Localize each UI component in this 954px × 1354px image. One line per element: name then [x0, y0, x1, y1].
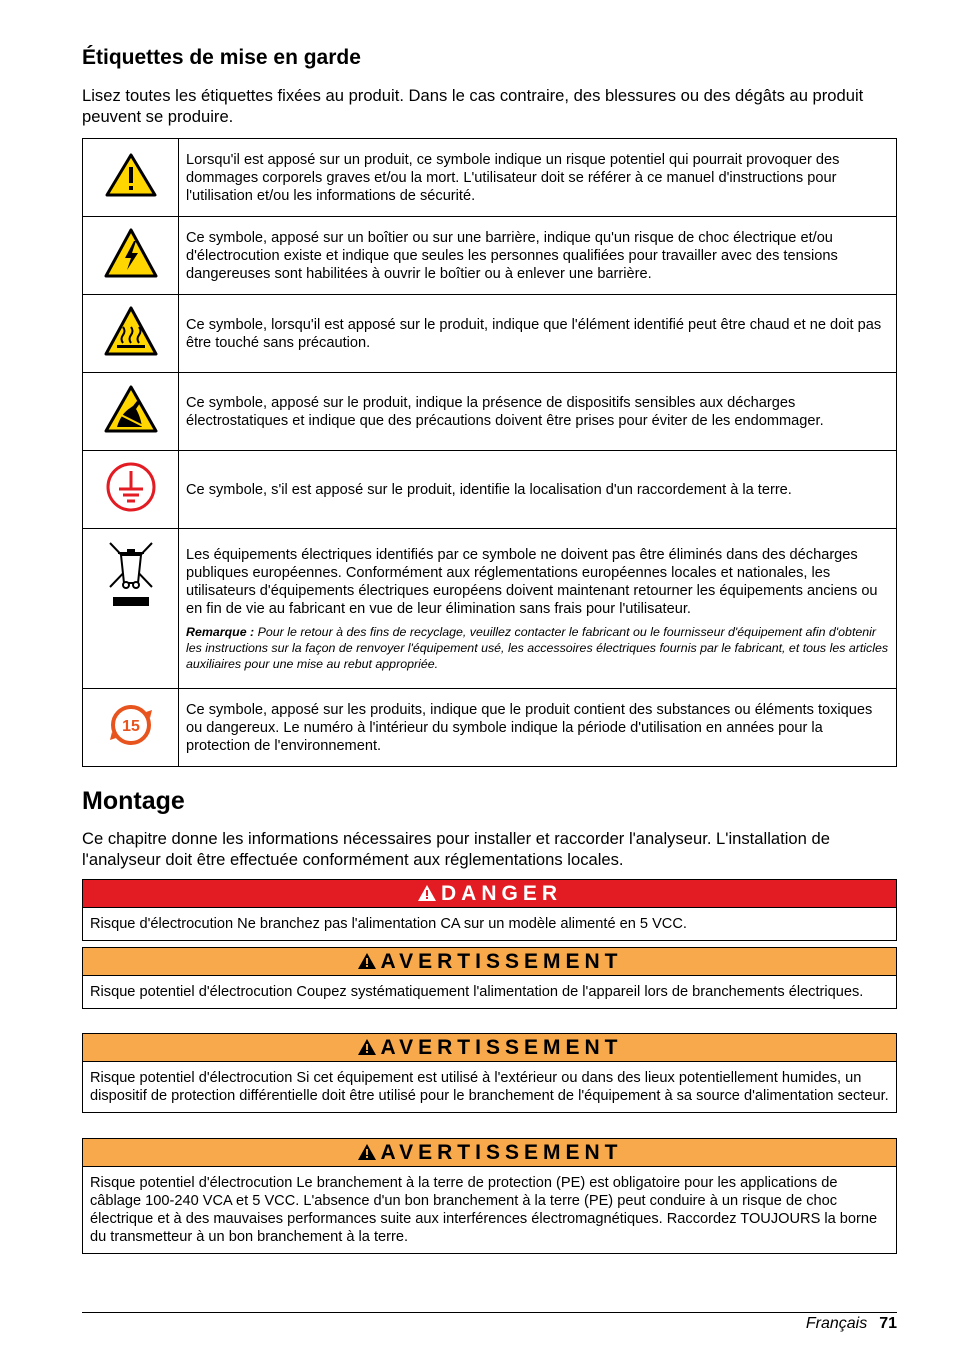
table-row — [83, 689, 897, 767]
note — [186, 624, 889, 672]
symbol-cell — [83, 295, 179, 373]
page-number: 71 — [879, 1315, 897, 1332]
symbol-cell — [83, 217, 179, 295]
note-text: Pour le retour à des fins de recyclage, veuillez contacter le fabricant ou le fournisseur d'équipement afin d'obtenir les instructions sur la façon de renvoyer l'équipement usé, les accessoires électriques fournis par le fabricant, et tous les articles auxiliaires pour une mise au rebut appropriée. — [186, 624, 889, 671]
protective-earth-icon — [105, 461, 157, 513]
symbol-cell — [83, 373, 179, 451]
esd-sensitive-icon — [103, 384, 159, 434]
symbol-description: Ce symbole, apposé sur le produit, indique la présence de dispositifs sensibles aux décharges électrostatiques et indique que des précautions doivent être prises pour éviter de les endommager. — [179, 373, 897, 451]
table-row — [83, 217, 897, 295]
symbol-cell — [83, 689, 179, 767]
alert-text: Risque potentiel d'électrocution Si cet équipement est utilisé à l'extérieur ou dans des lieux potentiellement humides, un dispositif de protection différentielle doit être utilisé pour le branchement de l'équipement à sa source d'alimentation secteur. — [90, 1070, 889, 1104]
symbol-description: Lorsqu'il est apposé sur un produit, ce symbole indique un risque potentiel qui pourrait provoquer des dommages corporels graves et/ou la mort. L'utilisateur doit se référer à ce manuel d'instructions pour l'utilisation et/ou les informations de sécurité. — [179, 139, 897, 217]
danger-header — [83, 880, 896, 908]
alert-text: Risque potentiel d'électrocution Le branchement à la terre de protection (PE) est obligatoire pour les applications de câblage 100-240 VCA et 5 VCC. L'absence d'un bon branchement à la terre (PE) peut conduire à un risque de choc électrique et à des mauvaises performances suite aux interférences électromagnétiques. Raccordez TOUJOURS la borne du transmetteur à un bon branchement à la terre. — [90, 1175, 878, 1245]
alert-label: AVERTISSEMENT — [380, 1141, 623, 1164]
section-intro-montage: Ce chapitre donne les informations nécessaires pour installer et raccorder l'analyseur. L'installation de l'analyseur doit être effectuée conformément aux réglementations locales. — [82, 829, 830, 869]
efup-15-icon — [106, 700, 156, 750]
section-intro-labels: Lisez toutes les étiquettes fixées au produit. Dans le cas contraire, des blessures ou des dégâts au produit peuvent se produire. — [82, 86, 864, 126]
warning-triangle-icon — [104, 152, 158, 198]
symbol-description: Les équipements électriques identifiés par ce symbole ne doivent pas être éliminés dans des décharges publiques européennes. Conformément aux réglementations européennes locales et nationales, les utilisateurs d'équipements électriques européens doivent maintenant retourner les équipements anciens ou en fin de vie au fabricant en vue de leur élimination sans frais pour l'utilisateur. — [186, 546, 878, 617]
warning-header — [83, 948, 896, 976]
symbol-description: Ce symbole, s'il est apposé sur le produit, identifie la localisation d'un raccordement à la terre. — [179, 451, 897, 529]
warning-header — [83, 1034, 896, 1062]
footer-language: Français — [805, 1315, 868, 1332]
hot-surface-icon — [103, 305, 159, 357]
symbol-description-cell — [179, 529, 897, 689]
alert-text: Risque potentiel d'électrocution Coupez systématiquement l'alimentation de l'appareil lors de branchements électriques. — [90, 984, 864, 1000]
safety-symbols-table — [82, 138, 897, 767]
alert-triangle-icon — [357, 1038, 377, 1056]
alert-label: AVERTISSEMENT — [380, 950, 623, 973]
warning-box — [82, 1138, 897, 1254]
alert-triangle-icon — [357, 952, 377, 970]
page-footer — [82, 1312, 897, 1333]
symbol-description: Ce symbole, lorsqu'il est apposé sur le produit, indique que l'élément identifié peut être chaud et ne doit pas être touché sans précaution. — [179, 295, 897, 373]
alert-text: Risque d'électrocution Ne branchez pas l'alimentation CA sur un modèle alimenté en 5 VCC. — [90, 916, 687, 932]
section-title-labels: Étiquettes de mise en garde — [82, 46, 361, 69]
symbol-description: Ce symbole, apposé sur les produits, indique que le produit contient des substances ou éléments toxiques ou dangereux. Le numéro à l'intérieur du symbole indique la période d'utilisation en années pour la protection de l'environnement. — [179, 689, 897, 767]
danger-box — [82, 879, 897, 941]
weee-bin-icon — [106, 541, 156, 607]
alert-triangle-icon — [357, 1143, 377, 1161]
table-row — [83, 139, 897, 217]
alert-label: DANGER — [440, 882, 562, 905]
table-row — [83, 373, 897, 451]
section-title-montage: Montage — [82, 787, 185, 815]
symbol-description: Ce symbole, apposé sur un boîtier ou sur une barrière, indique qu'un risque de choc électrique et/ou d'électrocution existe et indique que seules les personnes qualifiées pour travailler avec des tensions dangereuses sont habilitées à ouvrir le boîtier ou à enlever une barrière. — [179, 217, 897, 295]
alert-triangle-icon — [417, 884, 437, 902]
efup-number: 15 — [121, 718, 140, 735]
symbol-cell — [83, 451, 179, 529]
table-row — [83, 295, 897, 373]
alert-label: AVERTISSEMENT — [380, 1036, 623, 1059]
electric-shock-icon — [103, 227, 159, 279]
table-row — [83, 529, 897, 689]
note-label: Remarque : — [186, 624, 255, 639]
warning-header — [83, 1139, 896, 1167]
symbol-cell — [83, 529, 179, 689]
table-row — [83, 451, 897, 529]
symbol-cell — [83, 139, 179, 217]
warning-box — [82, 947, 897, 1009]
warning-box — [82, 1033, 897, 1113]
